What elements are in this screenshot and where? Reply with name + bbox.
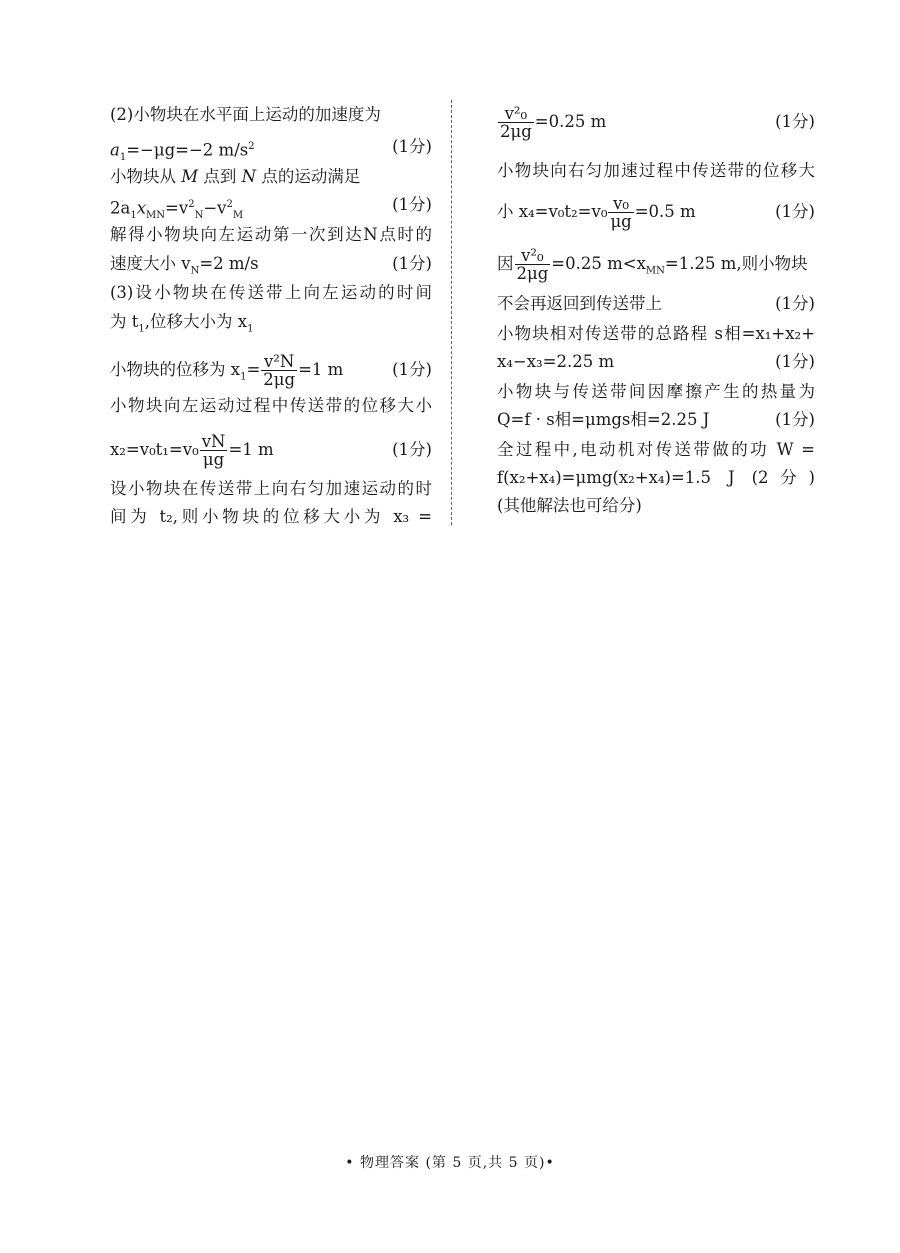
eq-sub: 1 xyxy=(138,323,145,335)
eq-sub: M xyxy=(232,209,244,221)
equation-line xyxy=(497,349,815,375)
eq-part: 小物块的位移为 x xyxy=(110,360,241,379)
text-line: 小物块与传送带间因摩擦产生的热量为 xyxy=(497,382,815,401)
equation-line xyxy=(110,192,432,221)
eq-part: =1 m xyxy=(298,360,344,379)
score-mark: (1分) xyxy=(392,440,432,459)
eq-sub: MN xyxy=(146,209,166,221)
eq-sub: 1 xyxy=(119,151,127,163)
equation-line xyxy=(497,244,815,284)
eq-sup: 2 xyxy=(188,199,195,210)
text-part: 点到 xyxy=(203,167,237,186)
text-line: (2)小物块在水平面上运动的加速度为 xyxy=(110,105,381,124)
eq-sub: MN xyxy=(645,265,665,277)
text-line: 解得小物块向左运动第一次到达N点时的 xyxy=(110,225,432,244)
fraction xyxy=(515,247,551,283)
text-line xyxy=(497,291,815,317)
eq-part: = xyxy=(246,360,261,379)
eq-sub: 1 xyxy=(130,209,137,221)
numerator: vN xyxy=(201,431,226,451)
fraction xyxy=(498,105,534,141)
text-part: 点的运动满足 xyxy=(261,167,361,186)
equation-line xyxy=(110,134,432,163)
numerator: v₀ xyxy=(608,195,633,213)
text-part: 为 t xyxy=(110,312,139,331)
text-line: 小物块向右匀加速过程中传送带的位移大 xyxy=(497,161,815,180)
text-line: f(x₂+x₄)=μmg(x₂+x₄)=1.5 J (2分) xyxy=(497,468,815,487)
score-mark: (1分) xyxy=(392,195,432,214)
equation-line xyxy=(110,430,432,470)
eq-sub: N xyxy=(190,265,200,277)
eq-part: =0.5 m xyxy=(634,202,696,221)
eq-part: x₂=v₀t₁=v₀ xyxy=(110,440,199,459)
eq-part: =0.25 m<x xyxy=(551,254,646,273)
score-mark: (1分) xyxy=(775,410,815,429)
point-label: M xyxy=(181,167,199,186)
eq-part: =−μg=−2 m/s xyxy=(126,140,249,160)
eq-part: =v xyxy=(165,198,189,218)
denominator: μg xyxy=(610,212,632,231)
text-part: ,位移大小为 x xyxy=(144,312,248,331)
score-mark: (1分) xyxy=(775,294,815,313)
text-line xyxy=(110,309,432,335)
text-part: 不会再返回到传送带上 xyxy=(497,294,662,313)
text-line: 间为 t₂,则小物块的位移大小为 x₃ = xyxy=(110,507,432,526)
eq-part: =2 m/s xyxy=(199,254,259,273)
text-line: 全过程中,电动机对传送带做的功 W = xyxy=(497,440,815,459)
denominator: 2μg xyxy=(263,370,296,389)
eq-part: 因 xyxy=(497,254,514,273)
fraction xyxy=(261,353,297,389)
equation-line xyxy=(497,192,815,232)
eq-sup: 2 xyxy=(226,199,233,210)
text-line: 小物块向左运动过程中传送带的位移大小 xyxy=(110,396,432,415)
eq-part: 小 x₄=v₀t₂=v₀ xyxy=(497,202,608,221)
point-label: N xyxy=(241,167,257,186)
denominator: 2μg xyxy=(516,264,549,283)
score-mark: (1分) xyxy=(392,254,432,273)
score-mark: (1分) xyxy=(775,112,815,131)
text-line: 小物块相对传送带的总路程 s相=x₁+x₂+ xyxy=(497,324,815,343)
numerator: v²₀ xyxy=(498,105,534,123)
text-line: (其他解法也可给分) xyxy=(497,496,642,515)
column-divider xyxy=(451,100,452,525)
score-mark: (1分) xyxy=(775,352,815,371)
score-mark: (1分) xyxy=(392,137,432,156)
eq-part: =1 m xyxy=(228,440,274,459)
eq-sup: 2 xyxy=(248,141,255,152)
score-mark: (1分) xyxy=(392,360,432,379)
eq-part: a xyxy=(110,140,120,160)
denominator: 2μg xyxy=(500,122,532,141)
eq-part: 2a xyxy=(110,198,131,218)
eq-part: =1.25 m,则小物块 xyxy=(664,254,808,273)
equation-line xyxy=(497,102,815,142)
denominator: μg xyxy=(202,450,225,469)
text-line xyxy=(110,164,432,190)
equation-line xyxy=(497,407,815,433)
fraction xyxy=(608,195,633,231)
text-line: 设小物块在传送带上向右匀加速运动的时 xyxy=(110,479,432,498)
text-line: (3)设小物块在传送带上向左运动的时间 xyxy=(110,283,432,302)
eq-part: −v xyxy=(203,198,227,218)
eq-sub: N xyxy=(194,209,204,221)
equation-line xyxy=(110,251,432,277)
page-footer: • 物理答案 (第 5 页,共 5 页)• xyxy=(345,1155,555,1171)
eq-sub: 1 xyxy=(240,371,247,383)
eq-part: Q=f · s相=μmgs相=2.25 J xyxy=(497,410,710,429)
equation-line xyxy=(110,350,432,390)
eq-part: x₄−x₃=2.25 m xyxy=(497,352,615,371)
eq-part: 速度大小 v xyxy=(110,254,191,273)
eq-part: =0.25 m xyxy=(534,112,607,131)
fraction xyxy=(200,433,228,469)
numerator: v²₀ xyxy=(515,247,551,265)
text-part: 小物块从 xyxy=(110,167,176,186)
eq-sub: 1 xyxy=(247,323,254,335)
numerator: v²N xyxy=(261,353,297,371)
eq-part: x xyxy=(136,198,147,218)
score-mark: (1分) xyxy=(775,202,815,221)
